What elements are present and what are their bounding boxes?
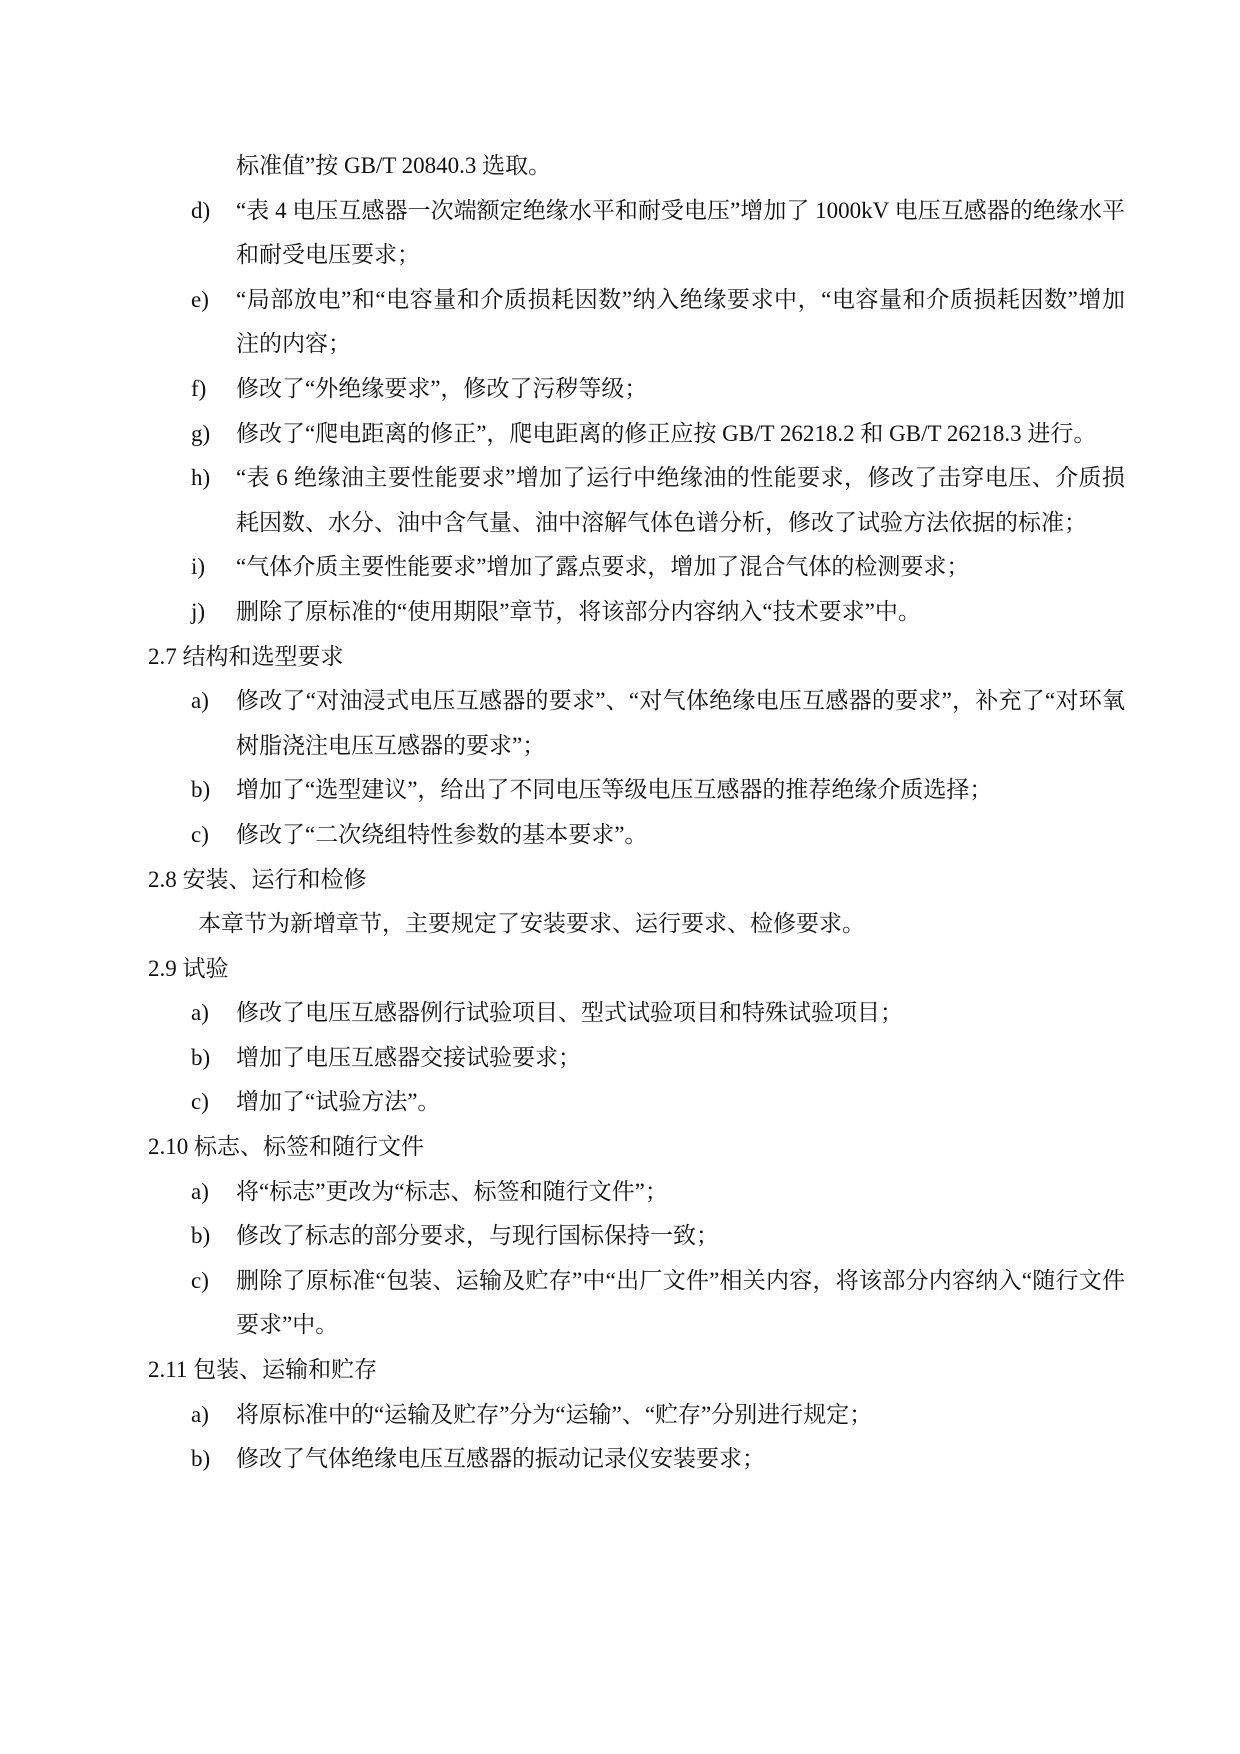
list-item — [148, 768, 1125, 813]
list-item-text: 增加了“试验方法”。 — [236, 1089, 441, 1115]
section-heading: 2.10 标志、标签和随行文件 — [148, 1134, 424, 1160]
list-marker: g) — [191, 420, 211, 446]
list-marker: c) — [191, 1267, 209, 1293]
list-item-text: 修改了“二次绕组特性参数的基本要求”。 — [236, 821, 648, 847]
list-item — [148, 590, 1125, 635]
section-heading: 2.8 安装、运行和检修 — [148, 866, 367, 892]
list-item-text: 增加了电压互感器交接试验要求； — [236, 1044, 581, 1070]
list-item-text: “表 6 绝缘油主要性能要求”增加了运行中绝缘油的性能要求，修改了击穿电压、介质损耗因数、水分、油中含气量、油中溶解气体色谱分析，修改了试验方法依据的标准； — [236, 465, 1125, 535]
list-item-text: 修改了标志的部分要求，与现行国标保持一致； — [236, 1223, 719, 1249]
section-heading: 2.11 包装、运输和贮存 — [148, 1357, 378, 1383]
section-2-7-list — [148, 679, 1125, 857]
section-body-text: 本章节为新增章节，主要规定了安装要求、运行要求、检修要求。 — [198, 911, 865, 937]
section-heading: 2.9 试验 — [148, 955, 229, 981]
list-marker: h) — [191, 465, 211, 491]
list-marker: d) — [191, 197, 211, 223]
list-item — [148, 456, 1125, 545]
list-item — [148, 1214, 1125, 1259]
list-item-text: 将原标准中的“运输及贮存”分为“运输”、“贮存”分别进行规定； — [236, 1401, 873, 1427]
list-item-text: 增加了“选型建议”，给出了不同电压等级电压互感器的推荐绝缘介质选择； — [236, 777, 993, 803]
list-marker: a) — [191, 1000, 209, 1026]
list-item-text: 修改了气体绝缘电压互感器的振动记录仪安装要求； — [236, 1446, 765, 1472]
list-marker: c) — [191, 1089, 209, 1115]
list-marker: a) — [191, 1401, 209, 1427]
list-item — [148, 278, 1125, 367]
list-item — [148, 1170, 1125, 1215]
list-item — [148, 412, 1125, 457]
list-item — [148, 1036, 1125, 1081]
list-marker: c) — [191, 821, 209, 847]
list-item-text: 删除了原标准的“使用期限”章节，将该部分内容纳入“技术要求”中。 — [236, 598, 921, 624]
list-marker: a) — [191, 1178, 209, 1204]
section-2-9-list — [148, 991, 1125, 1125]
list-item — [148, 991, 1125, 1036]
list-marker: b) — [191, 1223, 211, 1249]
section-2-10-list — [148, 1170, 1125, 1348]
list-marker: b) — [191, 1044, 211, 1070]
list-marker: i) — [191, 554, 206, 580]
list-marker: f) — [191, 375, 207, 401]
list-item — [148, 1437, 1125, 1482]
list-item-text: 修改了电压互感器例行试验项目、型式试验项目和特殊试验项目； — [236, 1000, 903, 1026]
list-marker: b) — [191, 777, 211, 803]
previous-section-list — [148, 189, 1125, 635]
continuation-line: 标准值”按 GB/T 20840.3 选取。 — [236, 153, 552, 178]
section-heading: 2.7 结构和选型要求 — [148, 643, 344, 669]
list-item-text: “气体介质主要性能要求”增加了露点要求，增加了混合气体的检测要求； — [236, 554, 970, 580]
list-item-text: 修改了“外绝缘要求”，修改了污秽等级； — [236, 375, 648, 401]
list-marker: a) — [191, 688, 209, 714]
list-item — [148, 813, 1125, 858]
list-item-text: “局部放电”和“电容量和介质损耗因数”纳入绝缘要求中，“电容量和介质损耗因数”增加注的内容； — [236, 286, 1125, 357]
list-item — [148, 679, 1125, 768]
document-body — [148, 144, 1125, 1482]
list-item — [148, 1259, 1125, 1348]
list-item-text: “表 4 电压互感器一次端额定绝缘水平和耐受电压”增加了 1000kV 电压互感器的绝缘水平和耐受电压要求； — [236, 197, 1125, 268]
list-item-text: 将“标志”更改为“标志、标签和随行文件”； — [236, 1178, 668, 1204]
list-marker: b) — [191, 1446, 211, 1472]
list-marker: j) — [191, 598, 206, 624]
list-item — [148, 189, 1125, 278]
list-item — [148, 367, 1125, 412]
list-item — [148, 1080, 1125, 1125]
list-item-text: 修改了“爬电距离的修正”，爬电距离的修正应按 GB/T 26218.2 和 GB/T 26218.3 进行。 — [236, 420, 1097, 446]
list-marker: e) — [191, 286, 209, 312]
list-item-text: 修改了“对油浸式电压互感器的要求”、“对气体绝缘电压互感器的要求”，补充了“对环氧树脂浇注电压互感器的要求”； — [236, 688, 1125, 758]
list-item — [148, 545, 1125, 590]
list-item-text: 删除了原标准“包装、运输及贮存”中“出厂文件”相关内容，将该部分内容纳入“随行文件要求”中。 — [236, 1267, 1125, 1338]
list-item — [148, 1393, 1125, 1438]
section-2-11-list — [148, 1393, 1125, 1482]
